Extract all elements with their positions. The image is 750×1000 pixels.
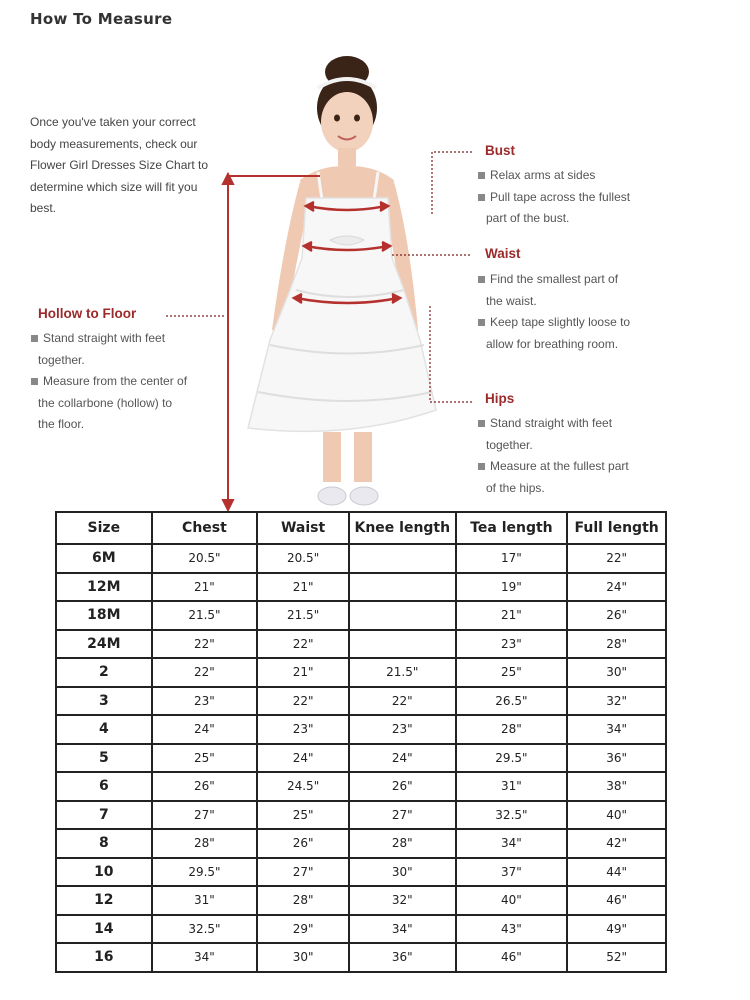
table-row	[56, 943, 666, 972]
col-header-chest: Chest	[152, 512, 258, 544]
cell-waist: 30"	[257, 943, 349, 972]
face	[321, 92, 373, 152]
cell-chest: 20.5"	[152, 544, 258, 573]
table-row	[56, 829, 666, 858]
cell-waist: 26"	[257, 829, 349, 858]
left-shoe	[318, 487, 346, 505]
cell-size: 12	[56, 886, 152, 915]
cell-full-length: 46"	[567, 886, 666, 915]
cell-chest: 24"	[152, 715, 258, 744]
cell-chest: 34"	[152, 943, 258, 972]
cell-knee-length: 21.5"	[349, 658, 456, 687]
cell-chest: 22"	[152, 630, 258, 659]
col-header-waist: Waist	[257, 512, 349, 544]
cell-full-length: 28"	[567, 630, 666, 659]
table-row	[56, 858, 666, 887]
cell-full-length: 26"	[567, 601, 666, 630]
hips-item: together.	[486, 437, 533, 452]
cell-size: 10	[56, 858, 152, 887]
hollow-item: the collarbone (hollow) to	[38, 395, 173, 410]
cell-waist: 23"	[257, 715, 349, 744]
cell-full-length: 49"	[567, 915, 666, 944]
table-header-row	[56, 512, 666, 544]
cell-size: 12M	[56, 573, 152, 602]
cell-waist: 21.5"	[257, 601, 349, 630]
cell-chest: 21"	[152, 573, 258, 602]
right-shoe	[350, 487, 378, 505]
table-row	[56, 544, 666, 573]
shoulders	[300, 166, 394, 200]
cell-size: 6	[56, 772, 152, 801]
cell-full-length: 34"	[567, 715, 666, 744]
cell-full-length: 32"	[567, 687, 666, 716]
cell-size: 14	[56, 915, 152, 944]
cell-knee-length: 24"	[349, 744, 456, 773]
cell-tea-length: 28"	[456, 715, 568, 744]
table-row	[56, 573, 666, 602]
cell-knee-length	[349, 601, 456, 630]
hollow-to-floor-heading: Hollow to Floor	[38, 306, 137, 321]
table-row	[56, 687, 666, 716]
cell-knee-length: 22"	[349, 687, 456, 716]
table-row	[56, 630, 666, 659]
cell-knee-length: 32"	[349, 886, 456, 915]
bust-item: part of the bust.	[486, 211, 570, 225]
cell-full-length: 38"	[567, 772, 666, 801]
size-chart-table	[55, 511, 667, 973]
waist-item: Keep tape slightly loose to	[478, 312, 678, 334]
cell-size: 4	[56, 715, 152, 744]
intro-text: Once you've taken your correct body measurements, check our Flower Girl Dresses Size Chart to determine which size will fit you best.	[30, 115, 209, 215]
cell-tea-length: 40"	[456, 886, 568, 915]
cell-tea-length: 32.5"	[456, 801, 568, 830]
hips-item: Stand straight with feet	[478, 413, 678, 435]
cell-full-length: 44"	[567, 858, 666, 887]
waist-instructions	[478, 269, 678, 355]
cell-knee-length: 27"	[349, 801, 456, 830]
right-leg	[354, 432, 372, 482]
col-header-size: Size	[56, 512, 152, 544]
cell-waist: 21"	[257, 573, 349, 602]
cell-size: 8	[56, 829, 152, 858]
cell-size: 2	[56, 658, 152, 687]
cell-size: 5	[56, 744, 152, 773]
cell-waist: 20.5"	[257, 544, 349, 573]
hips-heading: Hips	[485, 391, 515, 406]
cell-chest: 25"	[152, 744, 258, 773]
table-row	[56, 715, 666, 744]
bust-instructions	[478, 165, 678, 230]
cell-full-length: 52"	[567, 943, 666, 972]
hollow-item: Measure from the center of	[31, 371, 221, 393]
cell-chest: 27"	[152, 801, 258, 830]
cell-tea-length: 29.5"	[456, 744, 568, 773]
cell-knee-length: 36"	[349, 943, 456, 972]
hips-instructions	[478, 413, 678, 499]
cell-knee-length: 28"	[349, 829, 456, 858]
cell-knee-length	[349, 544, 456, 573]
cell-tea-length: 37"	[456, 858, 568, 887]
cell-knee-length: 26"	[349, 772, 456, 801]
table-row	[56, 801, 666, 830]
cell-chest: 29.5"	[152, 858, 258, 887]
cell-tea-length: 19"	[456, 573, 568, 602]
table-row	[56, 601, 666, 630]
table-row	[56, 886, 666, 915]
page-title: How To Measure	[30, 10, 173, 28]
cell-chest: 32.5"	[152, 915, 258, 944]
cell-waist: 28"	[257, 886, 349, 915]
cell-tea-length: 25"	[456, 658, 568, 687]
hollow-to-floor-instructions	[31, 328, 221, 436]
cell-tea-length: 23"	[456, 630, 568, 659]
cell-tea-length: 17"	[456, 544, 568, 573]
cell-tea-length: 34"	[456, 829, 568, 858]
cell-size: 3	[56, 687, 152, 716]
waist-item: Find the smallest part of	[478, 269, 678, 291]
cell-full-length: 30"	[567, 658, 666, 687]
bust-item: Relax arms at sides	[478, 165, 678, 187]
cell-chest: 26"	[152, 772, 258, 801]
cell-waist: 29"	[257, 915, 349, 944]
table-row	[56, 744, 666, 773]
cell-tea-length: 43"	[456, 915, 568, 944]
waist-item: the waist.	[486, 293, 537, 308]
hips-item: of the hips.	[486, 480, 545, 495]
waist-item: allow for breathing room.	[486, 336, 619, 351]
bust-heading: Bust	[485, 143, 515, 158]
cell-knee-length	[349, 573, 456, 602]
cell-waist: 24"	[257, 744, 349, 773]
cell-size: 7	[56, 801, 152, 830]
cell-tea-length: 26.5"	[456, 687, 568, 716]
cell-waist: 27"	[257, 858, 349, 887]
cell-full-length: 24"	[567, 573, 666, 602]
cell-size: 18M	[56, 601, 152, 630]
cell-tea-length: 31"	[456, 772, 568, 801]
hollow-item: together.	[38, 352, 85, 367]
cell-size: 16	[56, 943, 152, 972]
cell-full-length: 42"	[567, 829, 666, 858]
cell-waist: 24.5"	[257, 772, 349, 801]
cell-size: 6M	[56, 544, 152, 573]
cell-knee-length: 34"	[349, 915, 456, 944]
cell-waist: 21"	[257, 658, 349, 687]
cell-chest: 31"	[152, 886, 258, 915]
cell-knee-length	[349, 630, 456, 659]
hollow-item: Stand straight with feet	[31, 328, 221, 350]
left-leg	[323, 432, 341, 482]
cell-full-length: 36"	[567, 744, 666, 773]
cell-waist: 22"	[257, 687, 349, 716]
table-row	[56, 658, 666, 687]
col-header-tea-length: Tea length	[456, 512, 568, 544]
cell-full-length: 22"	[567, 544, 666, 573]
table-row	[56, 772, 666, 801]
col-header-full-length: Full length	[567, 512, 666, 544]
cell-full-length: 40"	[567, 801, 666, 830]
cell-chest: 23"	[152, 687, 258, 716]
hips-item: Measure at the fullest part	[478, 456, 678, 478]
cell-chest: 28"	[152, 829, 258, 858]
hollow-item: the floor.	[38, 417, 85, 431]
waist-heading: Waist	[485, 246, 521, 261]
cell-knee-length: 23"	[349, 715, 456, 744]
cell-tea-length: 46"	[456, 943, 568, 972]
col-header-knee-length: Knee length	[349, 512, 456, 544]
cell-chest: 21.5"	[152, 601, 258, 630]
cell-knee-length: 30"	[349, 858, 456, 887]
table-row	[56, 915, 666, 944]
cell-chest: 22"	[152, 658, 258, 687]
cell-tea-length: 21"	[456, 601, 568, 630]
cell-size: 24M	[56, 630, 152, 659]
cell-waist: 25"	[257, 801, 349, 830]
bust-item: Pull tape across the fullest	[478, 187, 678, 209]
cell-waist: 22"	[257, 630, 349, 659]
